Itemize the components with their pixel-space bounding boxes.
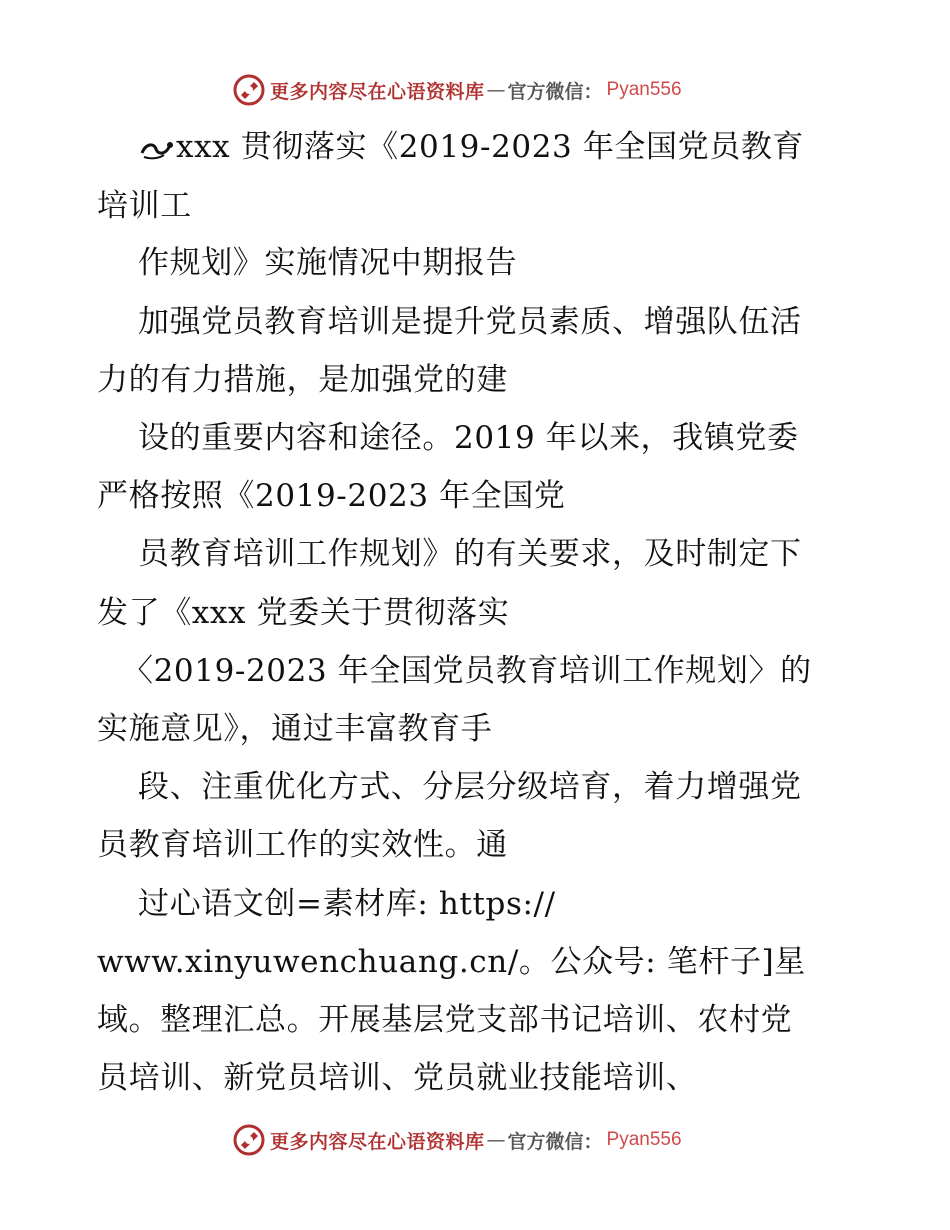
watermark-brand: 更多内容尽在心语资料库 — [270, 1130, 485, 1153]
ornament-icon — [140, 137, 174, 161]
document-line: 〈2019-2023 年全国党员教育培训工作规划〉的 — [122, 653, 812, 689]
watermark-brand: 更多内容尽在心语资料库 — [270, 80, 485, 103]
watermark-wechat-id: Pyan556 — [606, 79, 682, 100]
watermark-dash: — — [486, 79, 506, 101]
document-line: 员培训、新党员培训、党员就业技能培训、 — [97, 1060, 698, 1096]
document-line: 培训工 — [97, 188, 192, 224]
document-line: 严格按照《2019-2023 年全国党 — [97, 478, 566, 514]
document-line: 段、注重优化方式、分层分级培育，着力增强党 — [138, 769, 802, 805]
brand-logo-icon — [232, 73, 266, 107]
document-line: 员教育培训工作的实效性。通 — [97, 827, 508, 863]
watermark-footer — [0, 1120, 950, 1160]
document-line: 过心语文创=素材库: https:// — [138, 886, 556, 922]
document-line: 加强党员教育培训是提升党员素质、增强队伍活 — [138, 304, 802, 340]
watermark-wechat-id: Pyan556 — [606, 1129, 682, 1150]
title-line-1-text: xxx 贯彻落实《2019-2023 年全国党员教育 — [176, 129, 805, 165]
document-line: 员教育培训工作规划》的有关要求，及时制定下 — [138, 536, 802, 572]
watermark-official-label: 官方微信： — [507, 80, 603, 103]
document-line: 实施意见》，通过丰富教育手 — [97, 711, 493, 747]
watermark-header — [0, 70, 950, 110]
document-line: www.xinyuwenchuang.cn/。公众号: 笔杆子]星 — [97, 944, 806, 980]
watermark-dash: — — [486, 1129, 506, 1151]
document-line: 力的有力措施，是加强党的建 — [97, 362, 508, 398]
document-line: 作规划》实施情况中期报告 — [138, 245, 518, 281]
document-line: 发了《xxx 党委关于贯彻落实 — [97, 595, 510, 631]
watermark-official-label: 官方微信： — [507, 1130, 603, 1153]
document-title-line-1 — [140, 127, 804, 167]
brand-logo-icon — [232, 1123, 266, 1157]
document-line: 域。整理汇总。开展基层党支部书记培训、农村党 — [97, 1002, 793, 1038]
document-line: 设的重要内容和途径。2019 年以来，我镇党委 — [138, 420, 799, 456]
